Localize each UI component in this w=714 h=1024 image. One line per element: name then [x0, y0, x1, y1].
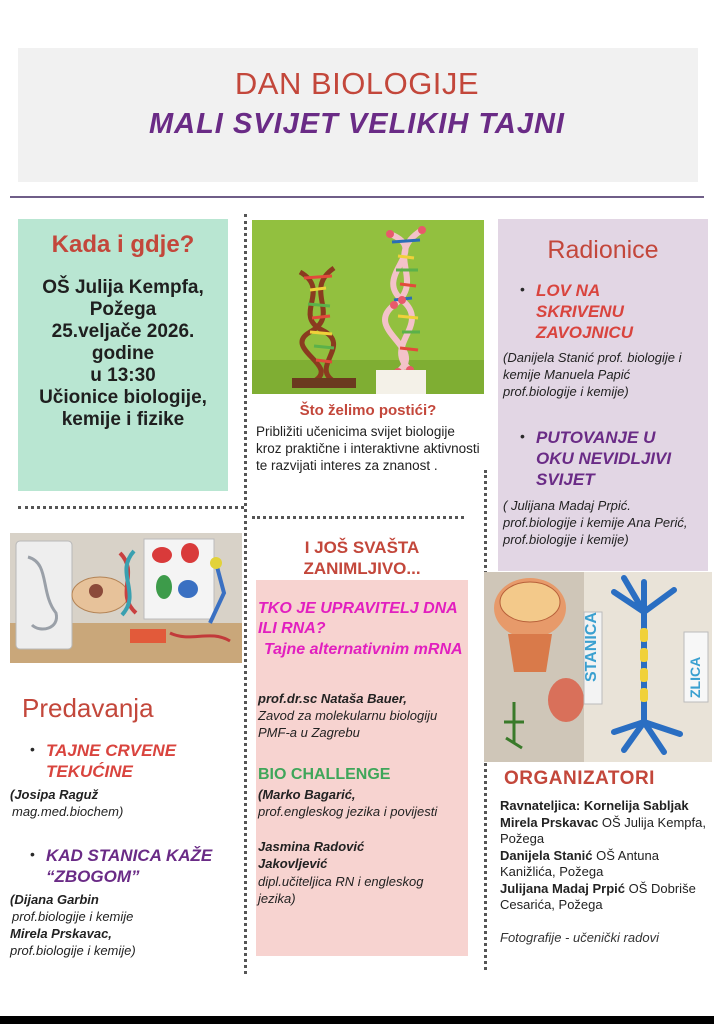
challenge-title: BIO CHALLENGE — [258, 766, 391, 783]
bullet-icon: • — [520, 281, 525, 297]
when-where-line: kemije i fizike — [61, 409, 185, 430]
organizers-list — [500, 798, 712, 914]
when-where-line: u 13:30 — [90, 365, 156, 386]
challenge-role-1: prof.engleskog jezika i povijesti — [258, 804, 438, 819]
row-divider-left — [18, 506, 244, 509]
lecture-2-title: KAD STANICA KAŽE “ZBOGOM” — [46, 846, 213, 886]
challenge-person-2: Jasmina Radović Jakovljević — [258, 839, 365, 871]
workshop-1-title: LOV NA SKRIVENU ZAVOJNICU — [536, 281, 633, 342]
lecture-1-role: mag.med.biochem) — [12, 804, 124, 819]
photo-credit: Fotografije - učenički radovi — [500, 930, 659, 945]
when-where-line: OŠ Julija Kempfa, — [42, 277, 204, 298]
organizer-line: Danijela Stanić OŠ Antuna Kanižlića, Požega — [500, 847, 659, 879]
when-where-box — [18, 219, 228, 491]
workshop-1-presenters: (Danijela Stanić prof. biologije i kemije Manuela Papić prof.biologije i kemije) — [503, 350, 682, 399]
header-divider — [10, 196, 704, 198]
organizers-heading: ORGANIZATORI — [504, 768, 655, 789]
when-where-line: Učionice biologije, — [39, 387, 207, 408]
talk-subtitle: Tajne alternativnim mRNA — [264, 641, 463, 658]
stanica-label: STANICA — [583, 612, 600, 682]
lecture-2-name: (Dijana Garbin — [10, 892, 99, 907]
when-where-line: Požega — [89, 299, 157, 320]
page-title: DAN BIOLOGIJE — [234, 66, 480, 101]
lecture-1-title: TAJNE CRVENE TEKUĆINE — [46, 741, 177, 781]
bullet-icon: • — [520, 428, 525, 444]
row-divider-middle — [252, 516, 464, 519]
challenge-role-2: dipl.učiteljica RN i engleskog jezika) — [258, 874, 424, 906]
goals-heading: Što želimo postići? — [299, 402, 437, 419]
cell-models-photo — [10, 533, 242, 663]
neuron-models-photo — [484, 572, 712, 762]
workshop-2-presenters: ( Julijana Madaj Prpić. prof.biologije i kemije Ana Perić, prof.biologije i kemije) — [503, 498, 688, 547]
more-heading: I JOŠ SVAŠTA ZANIMLJIVO... — [303, 538, 421, 578]
talk-speaker: prof.dr.sc Nataša Bauer, — [258, 691, 407, 706]
zlica-label: ZLICA — [687, 656, 703, 698]
organizer-line: Mirela Prskavac OŠ Julija Kempfa, Požega — [500, 814, 706, 846]
organizer-line: Julijana Madaj Prpić OŠ Dobriše Cesarića, Požega — [500, 880, 696, 912]
goals-text: Približiti učenicima svijet biologije kroz praktične i interaktivne aktivnosti te razvijati interes za znanost . — [256, 424, 480, 473]
dna-models-photo — [252, 220, 484, 394]
talk-affiliation: Zavod za molekularnu biologiju PMF-a u Zagrebu — [258, 708, 438, 740]
lectures-heading: Predavanja — [22, 693, 154, 723]
when-where-text — [22, 277, 224, 431]
lecture-2-name-2: Mirela Prskavac, — [10, 926, 112, 941]
lecture-2-role: prof.biologije i kemije — [12, 909, 134, 924]
bullet-icon: • — [30, 741, 35, 757]
workshops-heading: Radionice — [547, 236, 659, 264]
lecture-2-role-2: prof.biologije i kemije) — [10, 943, 136, 958]
talk-title: TKO JE UPRAVITELJ DNA ILI RNA? — [258, 600, 458, 637]
when-where-line: 25.veljače 2026. — [51, 321, 195, 342]
challenge-person-1: (Marko Bagarić, — [258, 787, 356, 802]
page-subtitle: MALI SVIJET VELIKIH TAJNI — [148, 108, 565, 140]
organizer-line: Ravnateljica: Kornelija Sabljak — [500, 798, 689, 813]
when-where-line: godine — [91, 343, 155, 364]
column-divider-left — [244, 214, 247, 974]
workshop-2-title: PUTOVANJE U OKU NEVIDLJIVI SVIJET — [536, 428, 672, 489]
bottom-bar — [0, 1016, 714, 1024]
when-where-heading: Kada i gdje? — [51, 231, 195, 258]
bullet-icon: • — [30, 846, 35, 862]
lecture-1-name: (Josipa Raguž — [10, 787, 99, 802]
